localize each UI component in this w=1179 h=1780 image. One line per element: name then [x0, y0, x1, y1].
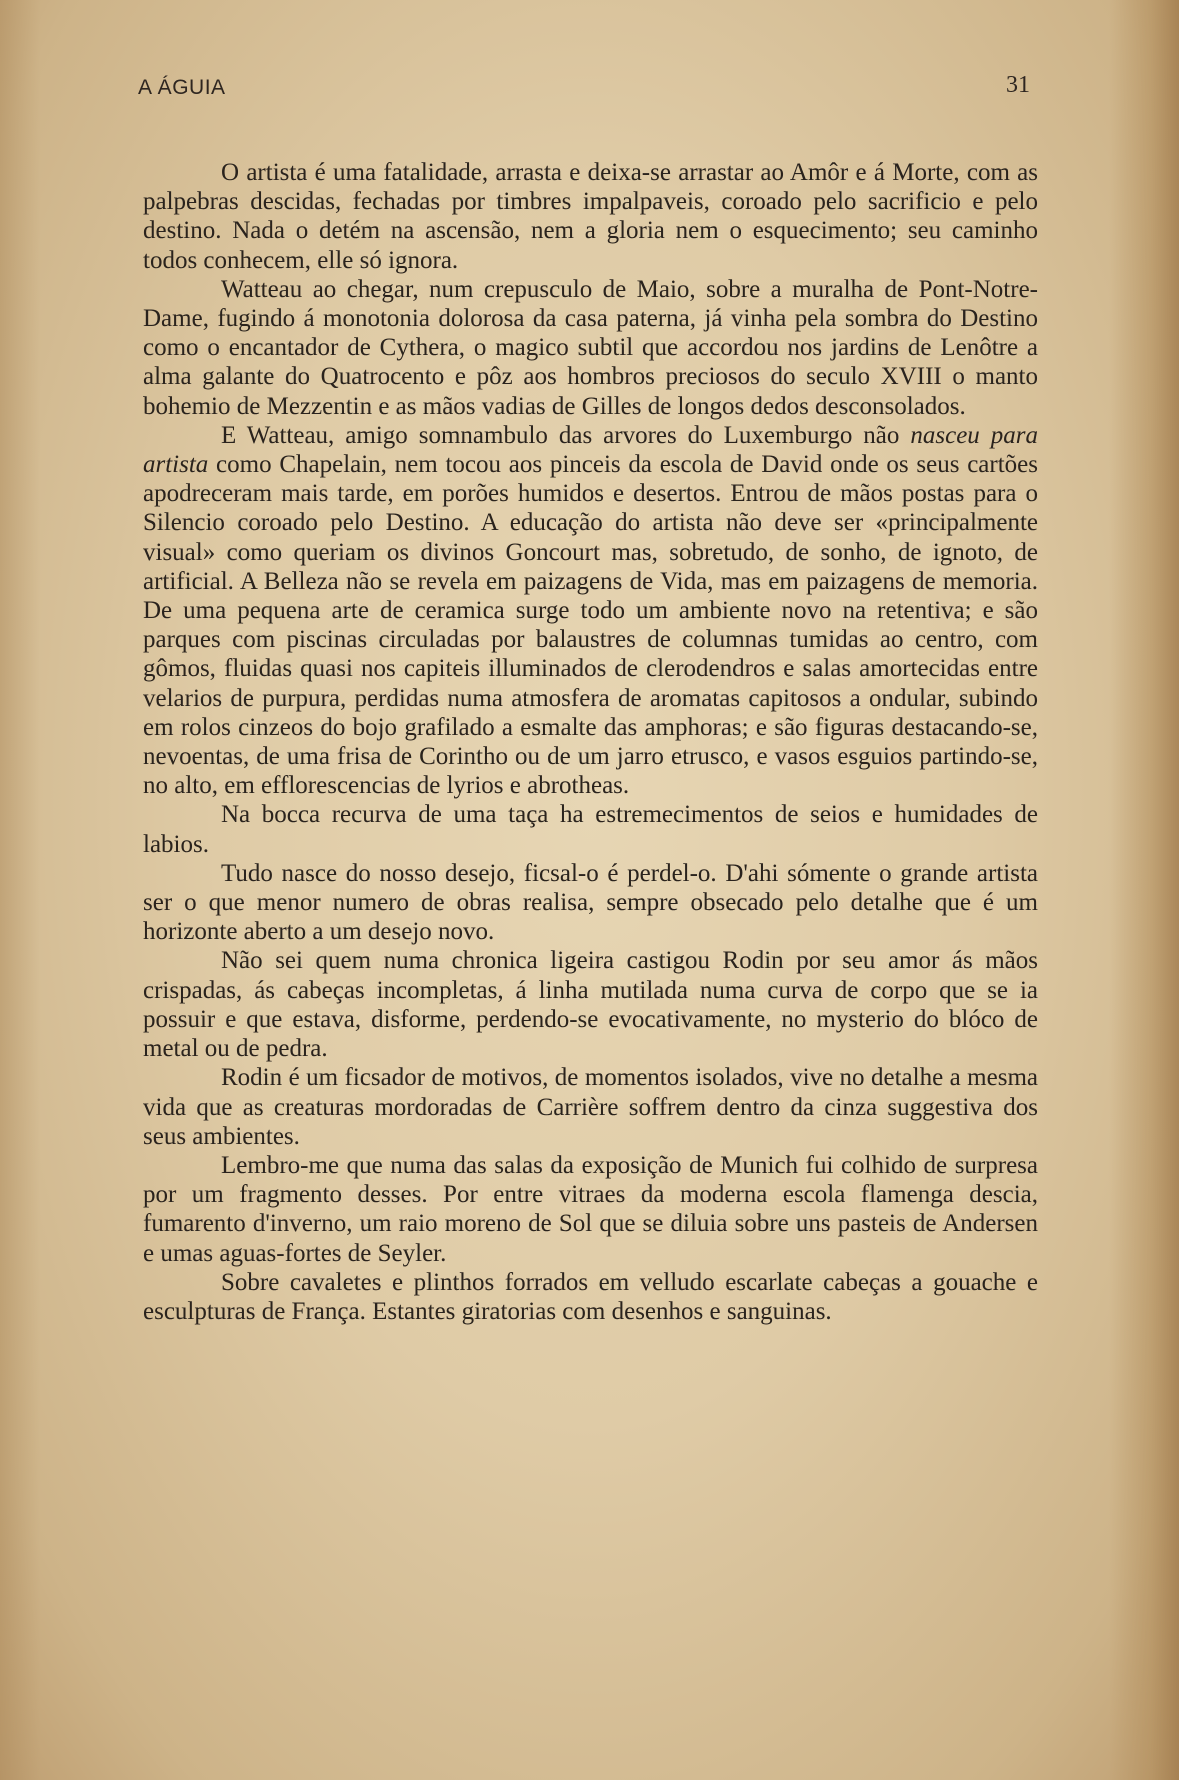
paragraph-3-before: E Watteau, amigo somnambulo das arvores do Luxemburgo não	[221, 421, 911, 449]
page-edge-shadow-right	[1109, 0, 1179, 1780]
page-number: 31	[1006, 72, 1030, 98]
page-header	[138, 72, 1030, 106]
paragraph-8: Lembro-me que numa das salas da exposição de Munich fui colhido de surpresa por um fragmento desses. Por entre vitraes da moderna escola flamenga descia, fumarento d'inverno, um raio moreno de Sol que se diluia sobre uns pasteis de Andersen e umas aguas-fortes de Seyler.	[143, 1151, 1038, 1267]
paragraph-3-emphasis: nasceu para artista	[143, 421, 1038, 479]
paragraph-9: Sobre cavaletes e plinthos forrados em velludo escarlate cabeças a gouache e esculpturas de França. Estantes giratorias com desenhos e sanguinas.	[143, 1268, 1038, 1325]
paragraph-3	[143, 421, 1038, 801]
paragraph-6: Não sei quem numa chronica ligeira castigou Rodin por seu amor ás mãos crispadas, ás cabeças incompletas, á linha mutilada numa curva de corpo que se ia possuir e que estava, disforme, perdendo-se evocativamente, no mysterio do blóco de metal ou de pedra.	[143, 947, 1038, 1063]
paragraph-2: Watteau ao chegar, num crepusculo de Maio, sobre a muralha de Pont-Notre-Dame, fugindo á monotonia dolorosa da casa paterna, já vinha pela sombra do Destino como o encantador de Cythera, o magico subtil que accordou nos jardins de Lenôtre a alma galante do Quatrocento e pôz aos hombros preciosos do seculo XVIII o manto bohemio de Mezzentin e as mãos vadias de Gilles de longos dedos desconsolados.	[143, 275, 1038, 420]
paragraph-3-after: como Chapelain, nem tocou aos pinceis da escola de David onde os seus cartões apodreceram mais tarde, em porões humidos e desertos. Entrou de mãos postas para o Silencio coroado pelo Destino. A educação do artista não deve ser «principalmente visual» como queriam os divinos Goncourt mas, sobretudo, de sonho, de ignoto, de artificial. A Belleza não se revela em paizagens de Vida, mas em paizagens de memoria. De uma pequena arte de ceramica surge todo um ambiente novo na retentiva; e são parques com piscinas circuladas por balaustres de columnas tumidas ao centro, com gômos, fluidas quasi nos capiteis illuminados de clerodendros e salas amortecidas entre velarios de purpura, perdidas numa atmosfera de aromatas capitosos a ondular, subindo em rolos cinzeos do bojo grafilado a esmalte das amphoras; e são figuras destacando-se, nevoentas, de uma frisa de Corintho ou de um jarro etrusco, e vasos esguios partindo-se, no alto, em efflorescencias de lyrios e abrotheas.	[143, 451, 1038, 800]
paragraph-4: Na bocca recurva de uma taça ha estremecimentos de seios e humidades de labios.	[143, 801, 1038, 858]
body-text	[143, 158, 1038, 1326]
paragraph-7: Rodin é um ficsador de motivos, de momentos isolados, vive no detalhe a mesma vida que as creaturas mordoradas de Carrière soffrem dentro da cinza suggestiva dos seus ambientes.	[143, 1064, 1038, 1150]
paragraph-5: Tudo nasce do nosso desejo, ficsal-o é perdel-o. D'ahi sómente o grande artista ser o que menor numero de obras realisa, sempre obsecado pelo detalhe que é um horizonte aberto a um desejo novo.	[143, 859, 1038, 946]
running-head: A ÁGUIA	[138, 76, 226, 99]
page-edge-shadow-left	[0, 0, 40, 1780]
paragraph-1: O artista é uma fatalidade, arrasta e deixa-se arrastar ao Amôr e á Morte, com as palpebras descidas, fechadas por timbres impalpaveis, coroado pelo sacrificio e pelo destino. Nada o detém na ascensão, nem a gloria nem o esquecimento; seu caminho todos conhecem, elle só ignora.	[143, 159, 1038, 274]
